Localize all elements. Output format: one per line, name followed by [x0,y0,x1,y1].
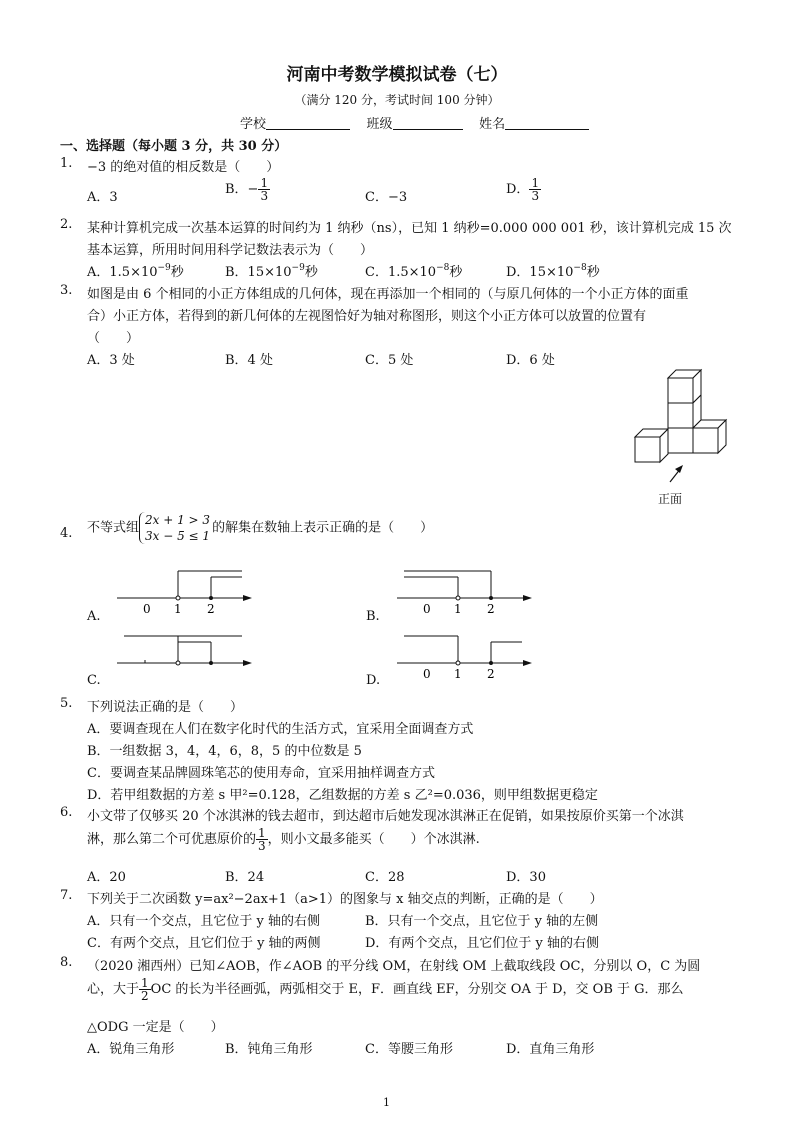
cube-front-face [668,428,693,453]
q1-d-fraction [529,177,541,202]
q1-b-num: 1 [260,176,269,190]
q2-b-exp: −9 [291,263,305,273]
open-point [176,596,180,600]
question-3-line3: （ ） [87,331,140,346]
axis-arrow [243,660,252,666]
q6-frac-num: 1 [258,826,266,840]
q7-option-a: A．只有一个交点，且它位于 y 轴的右侧 [87,914,320,929]
q8-frac-num: 1 [141,976,149,990]
tick-label: 1 [174,602,182,616]
q5-option-d: D．若甲组数据的方差 s 甲²=0.128，乙组数据的方差 s 乙²=0.036，则甲组数据更稳定 [87,788,598,803]
tick-label: 1 [454,602,462,616]
axis-arrow [243,595,252,601]
question-6-line1: 小文带了仅够买 20 个冰淇淋的钱去超市，到达超市后她发现冰淇淋正在促销，如果按原价买第一个冰淇 [87,809,684,824]
cube-figure [628,366,738,511]
q8-line2-post: OC 的长为半径画弧，两弧相交于 E，F．画直线 EF，分别交 OA 于 D，交 OB 于 G．那么 [150,982,684,997]
q3-option-d: D．6 处 [506,353,555,368]
q6-frac-den: 3 [258,839,266,853]
q8-option-b: B．钝角三角形 [225,1042,313,1057]
q2-a-base: A．1.5×10 [87,265,158,280]
cube-front-face [668,403,693,428]
inequality-system [139,512,210,544]
q2-option-d [506,261,600,280]
tick-label: 0 [423,667,431,681]
open-point [456,596,460,600]
axis-arrow [523,660,532,666]
q6-fraction [256,827,268,852]
question-6-number: 6. [60,805,73,820]
closed-point [209,661,213,665]
q2-a-unit: 秒 [170,265,184,280]
q8-option-c: C．等腰三角形 [365,1042,453,1057]
tick-label: 2 [487,667,495,681]
open-point [176,661,180,665]
q4-prefix: 不等式组 [87,520,140,536]
q6-line2-post: ，则小文最多能买（ ）个冰淇淋. [267,832,480,847]
question-7-number: 7. [60,888,73,903]
q8-frac-den: 2 [141,989,149,1003]
q1-d-den: 3 [531,189,540,203]
question-3-line2: 合）小正方体，若得到的新几何体的左视图恰好为轴对称图形，则这个小正方体可以放置的位置有 [87,309,647,324]
q1-b-den: 3 [260,189,269,203]
cube-front-face [635,437,660,462]
number-line-c [112,630,257,675]
q7-option-d: D．有两个交点，且它们位于 y 轴的右侧 [365,936,600,951]
q7-option-c: C．有两个交点，且它们位于 y 轴的两侧 [87,936,321,951]
q8-option-d: D．直角三角形 [506,1042,595,1057]
q2-c-unit: 秒 [449,265,463,280]
tick-label: 1 [454,667,462,681]
q2-option-a [87,261,184,280]
question-8-number: 8. [60,955,73,970]
q4-option-b-label: B. [366,609,380,624]
q2-c-exp: −8 [436,263,450,273]
closed-point [489,596,493,600]
q4-option-d-label: D. [366,673,381,688]
q1-d-num: 1 [531,176,540,190]
question-5-number: 5. [60,696,73,711]
cube-front-face [693,428,718,453]
question-8-line1: （2020 湘西州）已知∠AOB，作∠AOB 的平分线 OM，在射线 OM 上截取线段 OC，分别以 O，C 为圆 [87,959,701,974]
question-3-number: 3. [60,283,73,298]
school-label: 学校 [240,117,267,132]
q2-option-c [365,261,462,280]
question-3-line1: 如图是由 6 个相同的小正方体组成的几何体，现在再添加一个相同的（与原几何体的一个小正方体的面重 [87,287,689,302]
q2-b-base: B．15×10 [225,265,292,280]
number-line-b [392,565,537,617]
q2-a-exp: −9 [157,263,171,273]
q5-option-a: A．要调查现在人们在数字化时代的生活方式，宜采用全面调查方式 [87,722,474,737]
axis-arrow [523,595,532,601]
question-8-line2 [87,977,684,1002]
q6-option-d: D．30 [506,870,546,885]
question-4-stem [87,512,433,544]
q2-b-unit: 秒 [304,265,318,280]
class-blank[interactable] [393,116,463,130]
q3-option-b: B．4 处 [225,353,273,368]
q2-option-b [225,261,318,280]
q6-option-b: B．24 [225,870,265,885]
tick-label: 0 [423,602,431,616]
page-number: 1 [383,1096,390,1109]
q8-fraction [139,977,151,1002]
q1-b-fraction [258,177,270,202]
q4-option-c-label: C. [87,673,101,688]
q1-d-prefix: D． [506,182,530,197]
name-label: 姓名 [479,117,506,132]
number-line-d [392,630,537,682]
question-7-stem: 下列关于二次函数 y=ax²−2ax+1（a>1）的图象与 x 轴交点的判断，正确的是（ ） [87,892,603,907]
question-1-stem: −3 的绝对值的相反数是（ ） [87,160,280,175]
q3-option-a: A．3 处 [87,353,135,368]
view-arrow-head [675,465,683,473]
exam-title: 河南中考数学模拟试卷（七） [286,65,508,85]
tick-label: 2 [487,602,495,616]
question-5-stem: 下列说法正确的是（ ） [87,700,244,715]
number-line-a [112,565,257,617]
q4-suffix: 的解集在数轴上表示正确的是（ ） [212,520,434,536]
school-blank[interactable] [266,116,350,130]
question-1-number: 1. [60,156,73,171]
q2-d-exp: −8 [573,263,587,273]
class-label: 班级 [366,117,393,132]
tick-label: 2 [207,602,215,616]
q1-option-a: A．3 [87,190,118,205]
name-blank[interactable] [505,116,589,130]
q1-option-b [225,177,270,202]
open-point [456,661,460,665]
q7-option-b: B．只有一个交点，且它位于 y 轴的左侧 [365,914,599,929]
q8-option-a: A．锐角三角形 [87,1042,175,1057]
q5-option-b: B．一组数据 3，4，4，6，8，5 的中位数是 5 [87,744,362,759]
q5-option-c: C．要调查某品牌圆珠笔芯的使用寿命，宜采用抽样调查方式 [87,766,435,781]
q6-option-a: A．20 [87,870,126,885]
q2-d-base: D．15×10 [506,265,574,280]
q1-b-prefix: B．− [225,182,259,197]
closed-point [489,661,493,665]
question-8-line3: △ODG 一定是（ ） [87,1020,224,1035]
section-title: 一、选择题（每小题 3 分，共 30 分） [60,139,288,154]
front-view-label: 正面 [658,492,683,506]
q1-option-d [506,177,541,202]
question-2-number: 2. [60,217,73,232]
q2-d-unit: 秒 [586,265,600,280]
q8-line2-pre: 心，大于 [87,982,140,997]
q3-option-c: C．5 处 [365,353,414,368]
q1-option-c: C．−3 [365,190,408,205]
inequality-1: 2x + 1 > 3 [145,513,211,527]
student-info-line [240,113,589,132]
exam-subtitle: （满分 120 分，考试时间 100 分钟） [294,93,500,107]
question-4-number: 4. [60,526,73,541]
q4-option-a-label: A. [87,609,101,624]
inequality-2: 3x − 5 ≤ 1 [145,529,211,543]
question-2-line1: 某种计算机完成一次基本运算的时间约为 1 纳秒（ns），已知 1 纳秒=0.000 000 001 秒，该计算机完成 15 次 [87,221,732,236]
q2-c-base: C．1.5×10 [365,265,437,280]
q6-option-c: C．28 [365,870,405,885]
tick-label: 0 [143,602,151,616]
q6-line2-pre: 淋，那么第二个可优惠原价的 [87,832,257,847]
question-2-line2: 基本运算，所用时间用科学记数法表示为（ ） [87,243,374,258]
closed-point [209,596,213,600]
question-6-line2 [87,827,480,852]
cube-front-face [668,378,693,403]
